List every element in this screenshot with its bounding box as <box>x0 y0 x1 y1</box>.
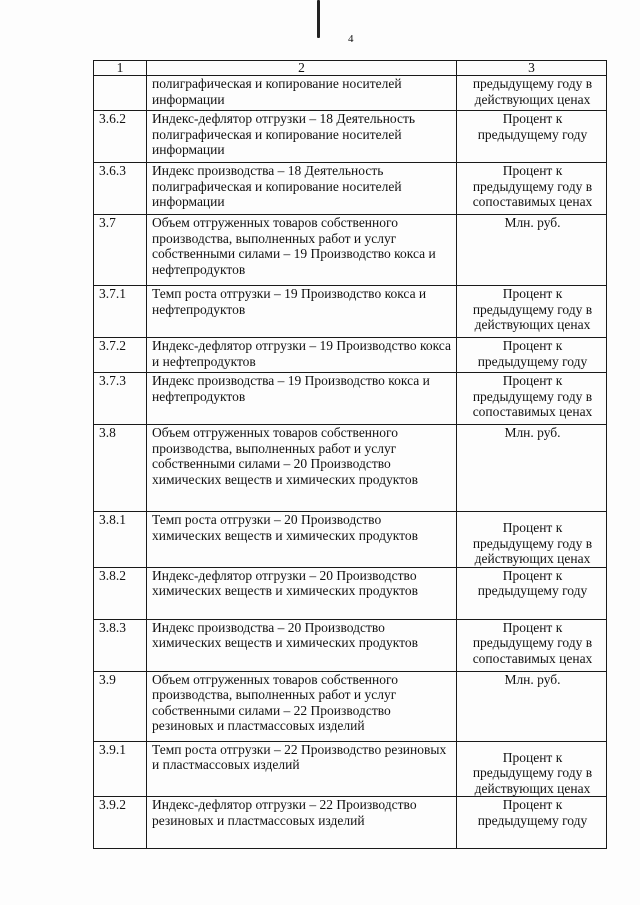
row-unit: Процент к предыдущему году в действующих ценах <box>457 741 607 797</box>
row-description: Объем отгруженных товаров собственного производства, выполненных работ и услуг собственными силами – 19 Производство кокса и нефтепродуктов <box>147 215 457 286</box>
row-description: Индекс производства – 20 Производство химических веществ и химических продуктов <box>147 619 457 671</box>
row-unit: Процент к предыдущему году <box>457 567 607 619</box>
indicators-table <box>93 60 607 849</box>
column-header-1: 1 <box>94 61 147 76</box>
table-row <box>94 619 607 671</box>
table-body <box>94 76 607 849</box>
row-description: Объем отгруженных товаров собственного производства, выполненных работ и услуг собственными силами – 20 Производство химических веществ и химических продуктов <box>147 425 457 512</box>
row-description: Индекс-дефлятор отгрузки – 18 Деятельность полиграфическая и копирование носителей информации <box>147 111 457 163</box>
row-code: 3.9.2 <box>94 797 147 849</box>
row-unit: Млн. руб. <box>457 425 607 512</box>
row-description: Темп роста отгрузки – 19 Производство кокса и нефтепродуктов <box>147 286 457 338</box>
table-row <box>94 567 607 619</box>
row-unit: Процент к предыдущему году в сопоставимых ценах <box>457 373 607 425</box>
row-unit: Процент к предыдущему году <box>457 111 607 163</box>
table-row <box>94 286 607 338</box>
row-code: 3.7.1 <box>94 286 147 338</box>
row-code: 3.9.1 <box>94 741 147 797</box>
row-unit: Процент к предыдущему году в сопоставимых ценах <box>457 619 607 671</box>
table-row <box>94 425 607 512</box>
row-code: 3.9 <box>94 671 147 741</box>
scan-binding-mark <box>317 0 320 38</box>
row-unit: Процент к предыдущему году в действующих ценах <box>457 512 607 568</box>
table-row <box>94 111 607 163</box>
row-description: Темп роста отгрузки – 22 Производство резиновых и пластмассовых изделий <box>147 741 457 797</box>
table-row <box>94 512 607 568</box>
row-code: 3.6.3 <box>94 163 147 215</box>
row-code <box>94 76 147 111</box>
table-row <box>94 373 607 425</box>
row-code: 3.8.3 <box>94 619 147 671</box>
table-row <box>94 163 607 215</box>
row-code: 3.8 <box>94 425 147 512</box>
row-description: Индекс-дефлятор отгрузки – 20 Производство химических веществ и химических продуктов <box>147 567 457 619</box>
row-unit: Процент к предыдущему году <box>457 797 607 849</box>
row-code: 3.8.2 <box>94 567 147 619</box>
row-unit: Процент к предыдущему году в сопоставимых ценах <box>457 163 607 215</box>
row-unit: Млн. руб. <box>457 671 607 741</box>
column-header-2: 2 <box>147 61 457 76</box>
column-header-3: 3 <box>457 61 607 76</box>
row-description: Объем отгруженных товаров собственного производства, выполненных работ и услуг собственными силами – 22 Производство резиновых и пластмассовых изделий <box>147 671 457 741</box>
row-code: 3.7.2 <box>94 338 147 373</box>
table-row <box>94 741 607 797</box>
row-code: 3.6.2 <box>94 111 147 163</box>
row-code: 3.7.3 <box>94 373 147 425</box>
table-row <box>94 76 607 111</box>
table-row <box>94 215 607 286</box>
row-unit: предыдущему году в действующих ценах <box>457 76 607 111</box>
table-row <box>94 338 607 373</box>
page-number: 4 <box>348 33 354 45</box>
row-code: 3.7 <box>94 215 147 286</box>
row-description: Индекс-дефлятор отгрузки – 22 Производство резиновых и пластмассовых изделий <box>147 797 457 849</box>
row-description: Индекс производства – 19 Производство кокса и нефтепродуктов <box>147 373 457 425</box>
table-header <box>94 61 607 76</box>
row-unit: Процент к предыдущему году <box>457 338 607 373</box>
row-unit: Млн. руб. <box>457 215 607 286</box>
row-code: 3.8.1 <box>94 512 147 568</box>
row-description: Индекс-дефлятор отгрузки – 19 Производство кокса и нефтепродуктов <box>147 338 457 373</box>
table-row <box>94 797 607 849</box>
row-description: Индекс производства – 18 Деятельность полиграфическая и копирование носителей информации <box>147 163 457 215</box>
row-unit: Процент к предыдущему году в действующих ценах <box>457 286 607 338</box>
row-description: полиграфическая и копирование носителей информации <box>147 76 457 111</box>
row-description: Темп роста отгрузки – 20 Производство химических веществ и химических продуктов <box>147 512 457 568</box>
table-row <box>94 671 607 741</box>
header-row <box>94 61 607 76</box>
